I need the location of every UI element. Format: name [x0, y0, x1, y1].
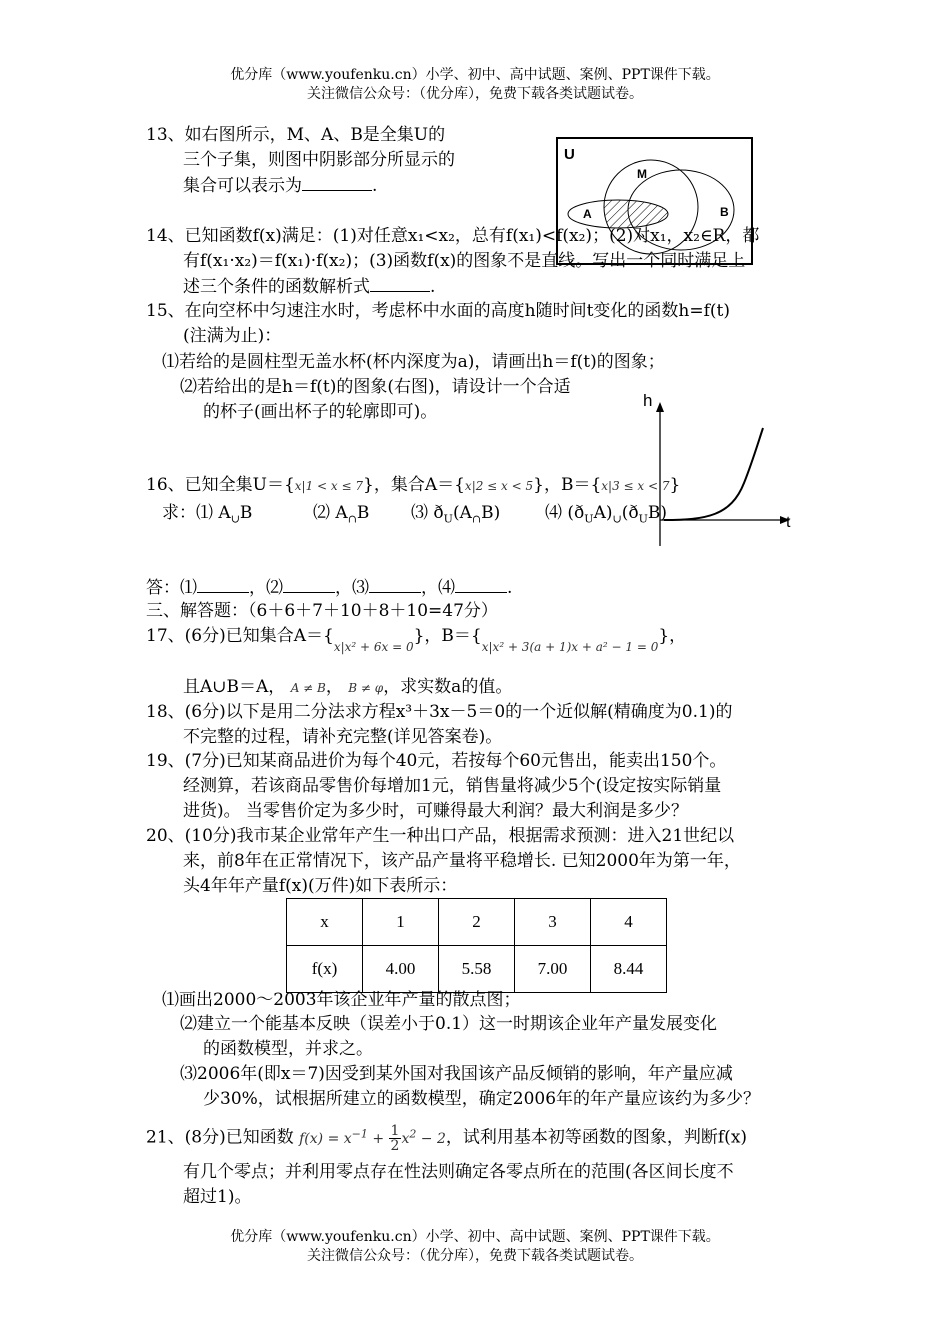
page-footer-line2: 关注微信公众号：（优分库），免费下载各类试题试卷。 — [307, 1248, 643, 1264]
q16-item4-complement-a: ð — [574, 503, 585, 523]
q20-part2-line2: 的函数模型，并求之。 — [203, 1039, 373, 1059]
q16-ask-4 — [545, 502, 667, 524]
page-footer-line1: 优分库（www.youfenku.cn）小学、初中、高中试题、案例、PPT课件下载。 — [230, 1229, 720, 1245]
q16-set-a: x|2 ≤ x < 5 — [464, 479, 534, 493]
answer-sep-4: ，⑷ — [421, 578, 455, 598]
q15-line1: 15、在向空杯中匀速注水时，考虑杯中水面的高度h随时间t变化的函数h=f(t) — [146, 301, 730, 321]
q20-part1: ⑴画出2000～2003年该企业年产量的散点图； — [162, 990, 521, 1010]
q16-item3-a: (A — [452, 503, 472, 523]
q20-part3-line1: ⑶2006年(即x＝7)因受到某外国对我国该产品反倾销的影响，年产量应减 — [180, 1064, 733, 1084]
q16-set-b: x|3 ≤ x < 7 — [601, 479, 670, 493]
answer-sep-3: ，⑶ — [335, 578, 369, 598]
q16-end: } — [669, 475, 681, 495]
q17-lead: 17、(6分)已知集合A＝{ — [146, 626, 334, 646]
q16-item4-b: B) — [647, 503, 668, 523]
q20-part2-line1: ⑵建立一个能基本反映（误差小于0.1）这一时期该企业年产量发展变化 — [180, 1014, 718, 1034]
graph-label-t: t — [786, 514, 791, 531]
q17-line1 — [146, 625, 687, 654]
q14-line3-text: 述三个条件的函数解析式 — [183, 277, 370, 297]
q21-fraction — [389, 1124, 402, 1153]
q15-line2: (注满为止)： — [183, 326, 282, 346]
q16-item1-cup: ∪ — [230, 512, 240, 526]
q15-part1: ⑴若给的是圆柱型无盖水杯(杯内深度为a)，请画出h＝f(t)的图象； — [162, 352, 665, 372]
q18-line2: 不完整的过程，请补充完整(详见答案卷)。 — [183, 727, 503, 747]
q21-line1-end: ，试利用基本初等函数的图象，判断f(x) — [445, 1127, 748, 1148]
page-header-line2: 关注微信公众号：（优分库），免费下载各类试题试卷。 — [307, 86, 643, 102]
q21-line1 — [146, 1124, 747, 1153]
q17-cond-text: 且A∪B＝A， — [183, 677, 286, 697]
q16-answer-line — [146, 576, 512, 599]
q16-item4-a: A) — [593, 503, 613, 523]
q13-line3-text: 集合可以表示为 — [183, 176, 302, 196]
q13-line3 — [183, 174, 377, 197]
q19-line3: 进货)。 当零售价定为多少时，可赚得最大利润？最大利润是多少？ — [183, 801, 689, 821]
q14-answer-blank[interactable] — [370, 275, 430, 292]
q16-item2-label: ⑵ A — [313, 503, 348, 523]
page-header-line1: 优分库（www.youfenku.cn）小学、初中、高中试题、案例、PPT课件下载。 — [230, 67, 720, 83]
q16-item3-label: ⑶ — [411, 503, 428, 523]
q16-lead: 16、已知全集U＝{ — [146, 475, 295, 495]
q18-line1: 18、(6分)以下是用二分法求方程x³＋3x－5＝0的一个近似解(精确度为0.1)的 — [146, 702, 733, 722]
q16-mid-b: }，B＝{ — [533, 475, 602, 495]
venn-diagram — [556, 137, 754, 267]
q21-lead: 21、(8分)已知函数 — [146, 1127, 294, 1148]
q20-part3-line2: 少30%，试根据所建立的函数模型，确定2006年的年产量应该约为多少？ — [203, 1089, 761, 1109]
q16-ask-2 — [313, 502, 369, 524]
q16-item4-complement-b: ð — [628, 503, 639, 523]
q16-item3-b: B) — [481, 503, 501, 523]
table-row — [287, 946, 667, 993]
q17-ask: ，求实数a的值。 — [383, 677, 513, 697]
q13-line3-end: . — [372, 176, 378, 196]
q19-line2: 经测算，若该商品零售价每增加1元，销售量将减少5个(设定按实际销量 — [183, 776, 722, 796]
q16-item1-label: 求：⑴ A — [162, 503, 231, 523]
q20-line3: 头4年年产量f(x)(万件)如下表所示： — [183, 876, 458, 896]
q16-item4-label: ⑷ ( — [545, 503, 575, 523]
graph-label-h: h — [643, 391, 653, 410]
table-cell: x — [287, 899, 363, 946]
q20-data-table — [286, 898, 667, 993]
q19-line1: 19、(7分)已知某商品进价为每个40元，若按每个60元售出，能卖出150个。 — [146, 751, 727, 771]
table-cell: 1 — [363, 899, 439, 946]
q16-item4-paren: ( — [621, 503, 629, 523]
answer-label: 答：⑴ — [146, 578, 197, 598]
answer-blank-2[interactable] — [283, 576, 335, 593]
h-axis-arrow — [656, 402, 664, 412]
q17-set-b: x|x² + 3(a + 1)x + a² − 1 = 0 — [481, 640, 659, 654]
table-cell: 7.00 — [515, 946, 591, 993]
q16-ask-1 — [162, 502, 252, 524]
venn-label-a: A — [583, 207, 592, 221]
q21-line2: 有几个零点；并利用零点存在性法则确定各零点所在的范围(各区间长度不 — [183, 1162, 734, 1182]
q16-item3-cap: ∩ — [471, 512, 482, 526]
q21-x: x — [401, 1130, 410, 1147]
answer-blank-1[interactable] — [197, 576, 249, 593]
q21-exp2: 2 — [409, 1126, 417, 1140]
answer-blank-3[interactable] — [369, 576, 421, 593]
venn-shaded-region — [556, 137, 754, 267]
table-cell: 5.58 — [439, 946, 515, 993]
q21-fx: f(x) = x — [299, 1130, 352, 1147]
answer-sep-2: ，⑵ — [249, 578, 283, 598]
table-cell: 4.00 — [363, 946, 439, 993]
table-cell: 3 — [515, 899, 591, 946]
q17-cond-2: B ≠ φ — [348, 681, 384, 695]
table-cell: 8.44 — [591, 946, 667, 993]
q13-line2: 三个子集，则图中阴影部分所显示的 — [183, 150, 455, 170]
table-cell: 2 — [439, 899, 515, 946]
q21-exp1: −1 — [351, 1126, 368, 1140]
q16-line1 — [146, 474, 680, 497]
q16-item1-b: B — [239, 503, 253, 523]
q21-plus: + — [367, 1130, 389, 1147]
q17-set-a: x|x² + 6x = 0 — [333, 640, 414, 654]
q16-item4-u-a: U — [584, 512, 594, 526]
q14-line2: 有f(x₁·x₂)＝f(x₁)·f(x₂)；(3)函数f(x)的图象不是直线。写出一个同时满足上 — [183, 251, 746, 271]
q14-line3-end: . — [430, 277, 436, 297]
q15-part2-line2: 的杯子(画出杯子的轮廓即可)。 — [203, 402, 438, 422]
q21-line3: 超过1)。 — [183, 1187, 252, 1207]
q13-line1: 13、如右图所示，M、A、B是全集U的 — [146, 125, 446, 145]
q20-line2: 来，前8年在正常情况下，该产品产量将平稳增长. 已知2000年为第一年， — [183, 851, 741, 871]
venn-label-m: M — [637, 167, 647, 181]
q21-formula — [299, 1123, 446, 1154]
q16-item2-b: B — [356, 503, 370, 523]
q21-minus: − 2 — [416, 1130, 446, 1147]
q17-mid: }，B＝{ — [413, 626, 482, 646]
q16-ask-3 — [411, 502, 500, 524]
q13-answer-blank[interactable] — [302, 174, 372, 191]
table-row — [287, 899, 667, 946]
table-cell: f(x) — [287, 946, 363, 993]
q14-line3 — [183, 275, 435, 298]
q21-denominator: 2 — [390, 1138, 400, 1154]
q17-line2 — [183, 676, 512, 699]
q16-item3-complement: ð — [433, 503, 444, 523]
table-cell: 4 — [591, 899, 667, 946]
q15-part2-line1: ⑵若给出的是h＝f(t)的图象(右图)，请设计一个合适 — [180, 377, 571, 397]
q16-item3-u: U — [443, 512, 453, 526]
q16-item4-u-b: U — [638, 512, 648, 526]
section3-title: 三、解答题：（6＋6＋7＋10＋8＋10=47分） — [146, 601, 498, 621]
q16-item4-cup: ∪ — [612, 512, 622, 526]
q21-numerator: 1 — [390, 1123, 400, 1139]
q16-mid-a: }，集合A＝{ — [363, 475, 465, 495]
q17-cond-1: A ≠ B — [290, 681, 326, 695]
venn-label-u: U — [564, 146, 575, 163]
q20-line1: 20、(10分)我市某企业常年产生一种出口产品，根据需求预测：进入21世纪以 — [146, 826, 735, 846]
venn-label-b: B — [720, 205, 729, 219]
h-t-graph — [636, 388, 802, 550]
q16-item2-cap: ∩ — [347, 512, 357, 526]
answer-end: . — [507, 578, 513, 598]
answer-blank-4[interactable] — [455, 576, 507, 593]
q17-end: }， — [658, 626, 687, 646]
q17-comma: ， — [325, 677, 343, 697]
q16-set-u: x|1 < x ≤ 7 — [294, 479, 363, 493]
q14-line1: 14、已知函数f(x)满足：(1)对任意x₁<x₂，总有f(x₁)<f(x₂)；(2)对x₁，x₂∈R，都 — [146, 226, 760, 246]
